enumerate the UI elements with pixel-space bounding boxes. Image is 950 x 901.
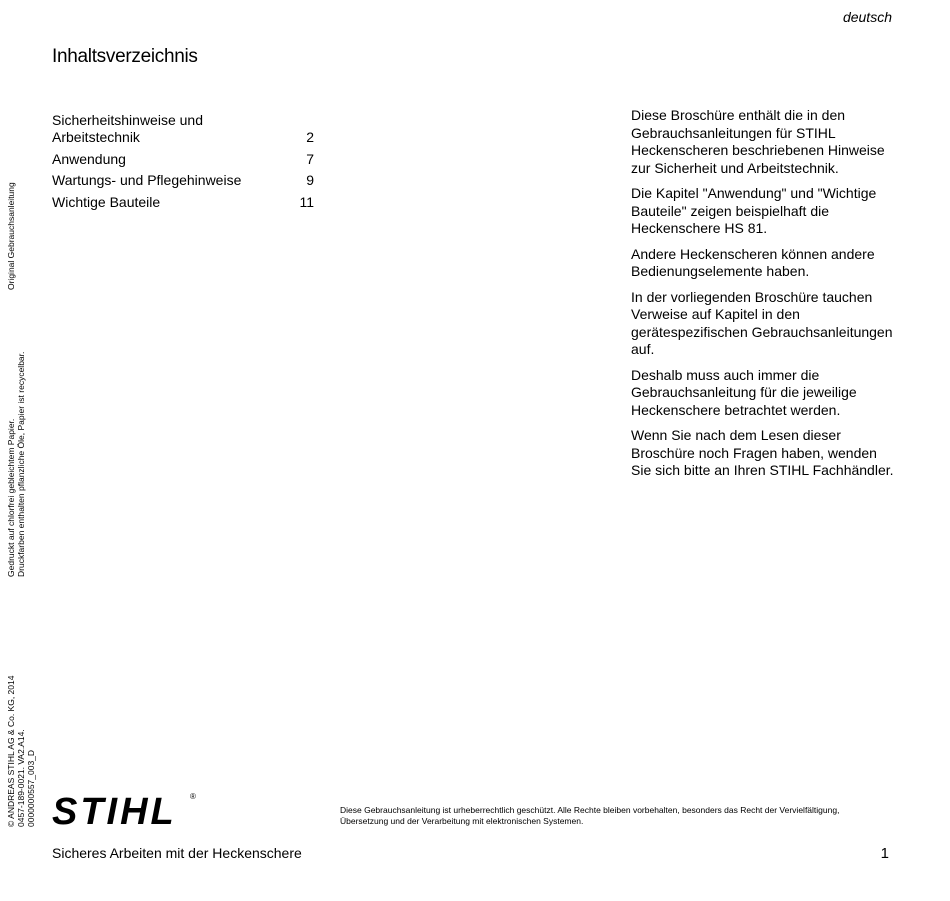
intro-paragraph: Wenn Sie nach dem Lesen dieser Broschüre noch Fragen haben, wenden Sie sich bitte an Ihren STIHL Fachhändler. [631, 427, 894, 478]
copyright-imprint [6, 676, 36, 827]
language-label: deutsch [842, 9, 892, 25]
intro-paragraph: Die Kapitel "Anwendung" und "Wichtige Bauteile" zeigen beispielhaft die Heckenschere HS 81. [631, 185, 877, 236]
intro-paragraph: Andere Heckenscheren können andere Bedienungselemente haben. [631, 245, 875, 279]
intro-paragraph: In der vorliegenden Broschüre tauchen Verweise auf Kapitel in den gerätespezifischen Gebrauchsanleitungen auf. [631, 288, 893, 357]
toc-entry-page: 11 [299, 193, 314, 210]
intro-paragraph: Deshalb muss auch immer die Gebrauchsanleitung für die jeweilige Heckenschere betrachtet werden. [631, 366, 857, 418]
copyright-imprint-line: 0000000557_003_D [26, 749, 36, 827]
page-title: Inhaltsverzeichnis [52, 46, 198, 67]
intro-paragraph: Diese Broschüre enthält die in den Gebrauchsanleitungen für STIHL Heckenscheren beschriebenen Hinweise zur Sicherheit und Arbeitstechnik. [631, 107, 885, 176]
toc-entry-label: Anwendung [52, 150, 126, 167]
paper-note [6, 352, 26, 577]
toc-entry-page: 9 [306, 172, 314, 188]
registered-mark: ® [190, 792, 196, 801]
stihl-logo-mark [50, 786, 200, 832]
original-note-text: Original Gebrauchsanleitung [6, 182, 16, 290]
sidebar-imprint [0, 0, 40, 840]
toc-entry[interactable] [52, 151, 314, 168]
toc-entry[interactable] [52, 172, 314, 189]
paper-note-line: Gedruckt auf chlorfrei gebleichtem Papier. [6, 418, 16, 577]
toc-entry-page: 2 [306, 129, 314, 145]
copyright-notice: Diese Gebrauchsanleitung ist urheberrechtlich geschützt. Alle Rechte bleiben vorbehalten, besonders das Recht der Vervielfältigung, Übersetzung und der Verarbeitung mit elektronischen Systemen. [340, 805, 840, 826]
toc-entry-page: 7 [306, 150, 314, 167]
footer-title: Sicheres Arbeiten mit der Heckenschere [52, 845, 302, 861]
page-number: 1 [880, 845, 889, 862]
stihl-logo-text: STIHL [52, 791, 177, 832]
table-of-contents [52, 112, 314, 215]
original-note [6, 182, 16, 290]
toc-entry[interactable] [52, 112, 314, 146]
toc-entry-label: Wartungs- und Pflegehinweise [52, 172, 242, 188]
copyright-imprint-line: © ANDREAS STIHL AG & Co. KG, 2014 [6, 675, 16, 827]
toc-entry[interactable] [52, 194, 314, 211]
paper-note-line: Druckfarben enthalten pflanzliche Öle, Papier ist recycelbar. [16, 351, 26, 577]
toc-entry-label: Sicherheitshinweise und Arbeitstechnik [52, 112, 203, 145]
toc-entry-label: Wichtige Bauteile [52, 193, 161, 210]
copyright-imprint-line: 0457-189-0021. VA2.A14. [16, 729, 26, 827]
intro-text [631, 107, 899, 488]
stihl-logo [50, 786, 200, 832]
